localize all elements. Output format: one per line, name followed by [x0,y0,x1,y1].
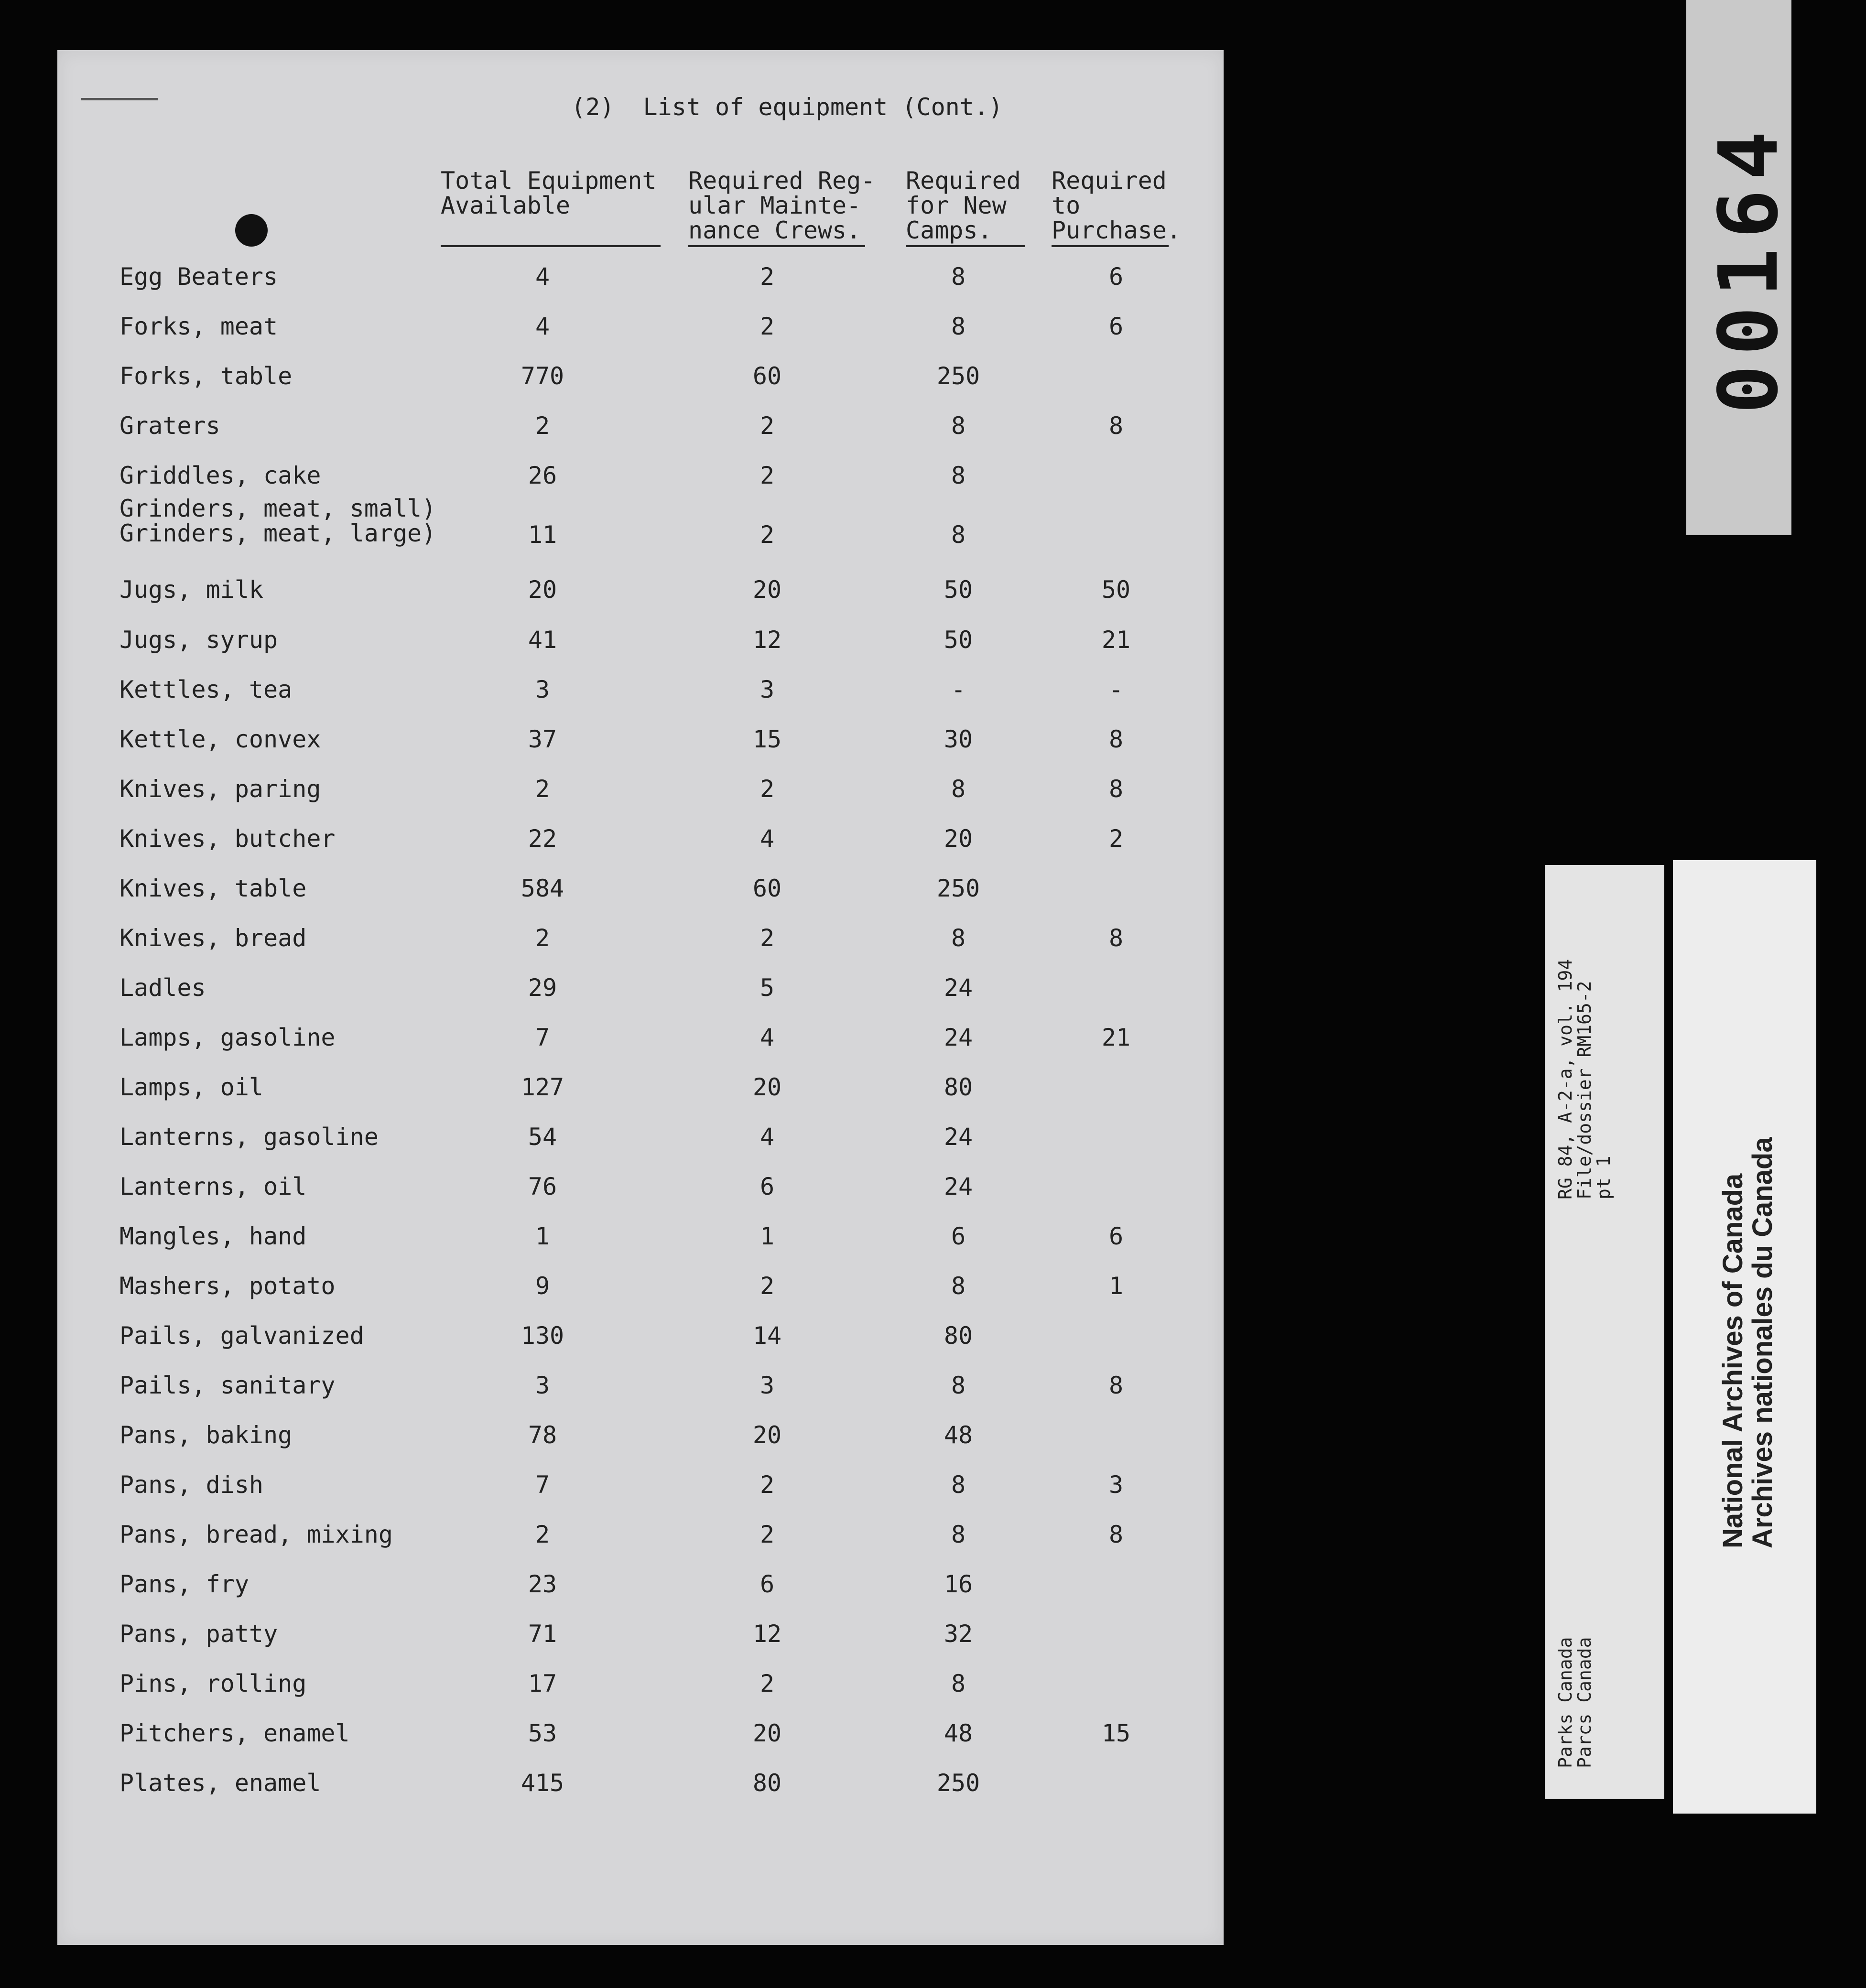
new-camps-required-value: - [951,676,966,703]
maintenance-required-value: 2 [759,412,775,440]
maintenance-required-value: 20 [752,576,782,604]
maintenance-required-value: 60 [752,362,782,390]
item-name: Lamps, gasoline [119,1024,336,1051]
total-available-value: 1 [535,1222,550,1250]
total-available-value: 2 [535,775,550,803]
item-name: Pitchers, enamel [119,1719,350,1747]
new-camps-required-value: 24 [944,1024,973,1051]
purchase-required-value: 8 [1108,725,1124,753]
new-camps-required-value: 24 [944,974,973,1002]
maintenance-required-value: 4 [759,1123,775,1151]
total-available-value: 71 [528,1620,557,1648]
new-camps-required-value: 8 [951,412,966,440]
new-camps-required-value: 8 [951,462,966,489]
maintenance-required-value: 2 [759,313,775,340]
archive-reference: RG 84, A-2-a, vol. 194 File/dossier RM165-2 pt 1 [1555,959,1614,1199]
item-name: Pans, dish [119,1471,264,1499]
item-name: Pans, patty [119,1620,278,1648]
total-available-value: 4 [535,263,550,291]
maintenance-required-value: 80 [752,1769,782,1797]
new-camps-required-value: 48 [944,1719,973,1747]
item-name: Pans, fry [119,1570,249,1598]
total-available-value: 53 [528,1719,557,1747]
header-underline [906,245,1025,247]
table-row [0,362,1166,412]
table-row [0,1372,1166,1421]
total-available-value: 22 [528,825,557,853]
table-row [0,924,1166,974]
total-available-value: 2 [535,1521,550,1548]
item-name: Forks, meat [119,313,278,340]
table-row [0,1620,1166,1670]
maintenance-required-value: 12 [752,626,782,654]
new-camps-required-value: 8 [951,313,966,340]
new-camps-required-value: 24 [944,1123,973,1151]
header-required-new-camps: Required for New Camps. [906,167,1021,244]
header-underline [688,245,865,247]
new-camps-required-value: 250 [936,875,980,902]
purchase-required-value: 21 [1101,626,1131,654]
total-available-value: 4 [535,313,550,340]
table-row [0,775,1166,825]
item-name: Forks, table [119,362,293,390]
table-row [0,1073,1166,1123]
item-name: Mashers, potato [119,1272,336,1300]
table-row [0,1322,1166,1372]
total-available-value: 2 [535,412,550,440]
total-available-value: 415 [521,1769,564,1797]
purchase-required-value: 8 [1108,924,1124,952]
total-available-value: 17 [528,1670,557,1697]
purchase-required-value: 21 [1101,1024,1131,1051]
purchase-required-value: 15 [1101,1719,1131,1747]
total-available-value: 584 [521,875,564,902]
table-row [0,1670,1166,1719]
purchase-required-value: - [1108,676,1124,703]
maintenance-required-value: 4 [759,1024,775,1051]
item-name: Lanterns, oil [119,1173,307,1200]
purchase-required-value: 50 [1101,576,1131,604]
table-row [0,1024,1166,1073]
table-row [0,1570,1166,1620]
header-required-purchase: Required to Purchase. [1052,167,1181,244]
item-name: Pails, sanitary [119,1372,336,1399]
new-camps-required-value: 8 [951,263,966,291]
purchase-required-value: 8 [1108,775,1124,803]
new-camps-required-value: 20 [944,825,973,853]
item-name: Mangles, hand [119,1222,307,1250]
total-available-value: 76 [528,1173,557,1200]
table-row [0,1222,1166,1272]
table-row [0,1421,1166,1471]
purchase-required-value: 6 [1108,263,1124,291]
maintenance-required-value: 6 [759,1570,775,1598]
maintenance-required-value: 2 [759,924,775,952]
maintenance-required-value: 20 [752,1073,782,1101]
new-camps-required-value: 48 [944,1421,973,1449]
total-available-value: 11 [528,521,557,549]
item-name: Pans, bread, mixing [119,1521,393,1548]
total-available-value: 23 [528,1570,557,1598]
purchase-required-value: 6 [1108,313,1124,340]
scan-mark [81,98,158,100]
new-camps-required-value: 8 [951,1670,966,1697]
maintenance-required-value: 2 [759,775,775,803]
maintenance-required-value: 20 [752,1719,782,1747]
total-available-value: 20 [528,576,557,604]
maintenance-required-value: 2 [759,462,775,489]
table-row [0,1521,1166,1570]
table-row [0,725,1166,775]
new-camps-required-value: 80 [944,1073,973,1101]
maintenance-required-value: 5 [759,974,775,1002]
item-name: Graters [119,412,220,440]
maintenance-required-value: 4 [759,825,775,853]
purchase-required-value: 8 [1108,1372,1124,1399]
total-available-value: 26 [528,462,557,489]
new-camps-required-value: 8 [951,924,966,952]
maintenance-required-value: 2 [759,1272,775,1300]
new-camps-required-value: 80 [944,1322,973,1350]
maintenance-required-value: 1 [759,1222,775,1250]
table-row [0,1123,1166,1173]
maintenance-required-value: 6 [759,1173,775,1200]
table-row [0,1173,1166,1222]
item-name: Lanterns, gasoline [119,1123,379,1151]
new-camps-required-value: 16 [944,1570,973,1598]
new-camps-required-value: 8 [951,1521,966,1548]
item-name: Egg Beaters [119,263,278,291]
table-row [0,576,1166,626]
item-name: Griddles, cake [119,462,321,489]
item-name: Knives, bread [119,924,307,952]
total-available-value: 78 [528,1421,557,1449]
item-name: Grinders, meat, small) Grinders, meat, large) [119,495,436,547]
header-underline [1052,245,1169,247]
maintenance-required-value: 2 [759,1521,775,1548]
total-available-value: 7 [535,1024,550,1051]
total-available-value: 37 [528,725,557,753]
purchase-required-value: 2 [1108,825,1124,853]
maintenance-required-value: 14 [752,1322,782,1350]
frame-number: 00164 [1702,121,1796,414]
table-row [0,974,1166,1024]
purchase-required-value: 6 [1108,1222,1124,1250]
table-row [0,1719,1166,1769]
new-camps-required-value: 32 [944,1620,973,1648]
total-available-value: 130 [521,1322,564,1350]
maintenance-required-value: 60 [752,875,782,902]
new-camps-required-value: 50 [944,626,973,654]
header-underline [441,245,661,247]
maintenance-required-value: 2 [759,521,775,549]
agency-name: Parks Canada Parcs Canada [1555,1637,1595,1768]
new-camps-required-value: 24 [944,1173,973,1200]
table-row [0,1769,1166,1819]
total-available-value: 770 [521,362,564,390]
header-required-maintenance: Required Reg- ular Mainte- nance Crews. [688,167,876,244]
header-total-available: Total Equipment Available [441,167,657,219]
total-available-value: 54 [528,1123,557,1151]
total-available-value: 41 [528,626,557,654]
item-name: Lamps, oil [119,1073,264,1101]
item-name: Ladles [119,974,206,1002]
item-name: Kettle, convex [119,725,321,753]
new-camps-required-value: 8 [951,1272,966,1300]
item-name: Pans, baking [119,1421,293,1449]
table-row [0,676,1166,725]
table-row [0,263,1166,313]
table-row [0,875,1166,924]
item-name: Pails, galvanized [119,1322,364,1350]
item-name: Kettles, tea [119,676,293,703]
item-name: Pins, rolling [119,1670,307,1697]
maintenance-required-value: 12 [752,1620,782,1648]
new-camps-required-value: 50 [944,576,973,604]
new-camps-required-value: 250 [936,1769,980,1797]
total-available-value: 2 [535,924,550,952]
purchase-required-value: 8 [1108,1521,1124,1548]
total-available-value: 7 [535,1471,550,1499]
maintenance-required-value: 15 [752,725,782,753]
new-camps-required-value: 6 [951,1222,966,1250]
new-camps-required-value: 8 [951,521,966,549]
maintenance-required-value: 2 [759,1670,775,1697]
total-available-value: 29 [528,974,557,1002]
new-camps-required-value: 8 [951,775,966,803]
total-available-value: 3 [535,676,550,703]
total-available-value: 127 [521,1073,564,1101]
new-camps-required-value: 250 [936,362,980,390]
table-row [0,495,1166,571]
total-available-value: 9 [535,1272,550,1300]
table-row [0,1471,1166,1521]
new-camps-required-value: 8 [951,1471,966,1499]
table-row [0,1272,1166,1322]
table-row [0,825,1166,875]
item-name: Plates, enamel [119,1769,321,1797]
punch-hole [235,214,268,247]
new-camps-required-value: 8 [951,1372,966,1399]
item-name: Knives, paring [119,775,321,803]
item-name: Knives, butcher [119,825,336,853]
maintenance-required-value: 3 [759,676,775,703]
table-row [0,626,1166,676]
maintenance-required-value: 2 [759,263,775,291]
item-name: Knives, table [119,875,307,902]
total-available-value: 3 [535,1372,550,1399]
document-title: (2) List of equipment (Cont.) [571,93,1003,121]
maintenance-required-value: 3 [759,1372,775,1399]
maintenance-required-value: 2 [759,1471,775,1499]
item-name: Jugs, milk [119,576,264,604]
purchase-required-value: 1 [1108,1272,1124,1300]
table-row [0,412,1166,462]
purchase-required-value: 3 [1108,1471,1124,1499]
purchase-required-value: 8 [1108,412,1124,440]
institution-name: National Archives of Canada Archives nationales du Canada [1717,1137,1778,1548]
maintenance-required-value: 20 [752,1421,782,1449]
new-camps-required-value: 30 [944,725,973,753]
table-row [0,313,1166,362]
item-name: Jugs, syrup [119,626,278,654]
